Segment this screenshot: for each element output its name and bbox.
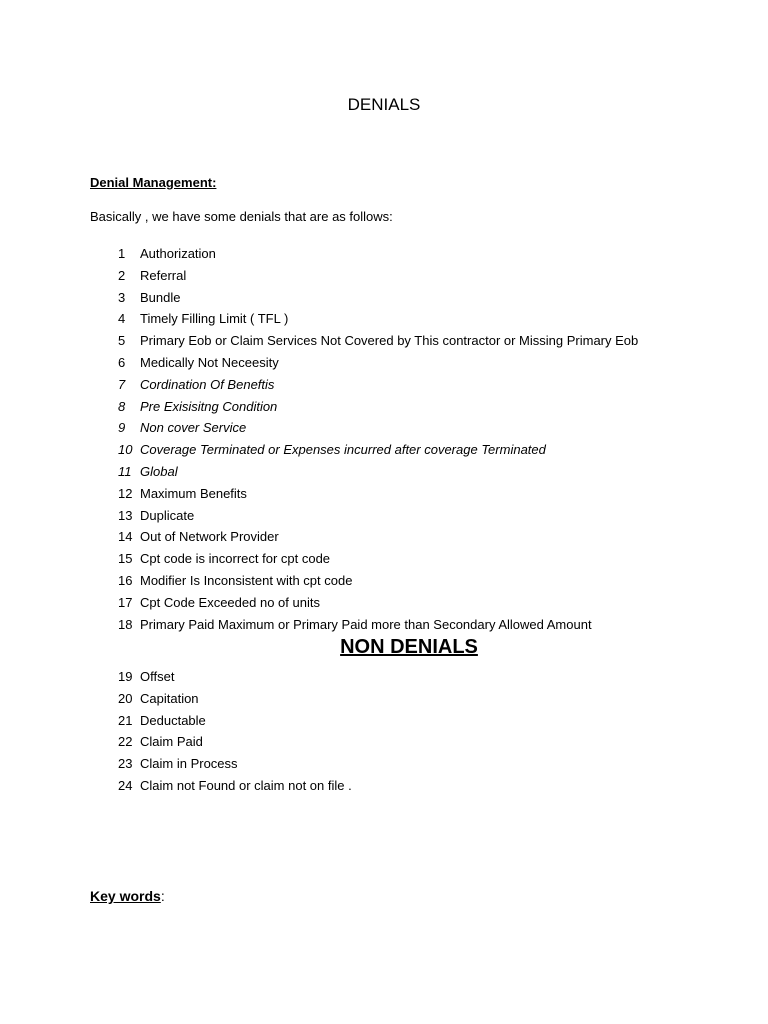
item-number: 11 (118, 463, 132, 479)
item-text: Claim Paid (140, 734, 203, 750)
item-number: 15 (118, 551, 133, 567)
denials-list (0, 243, 768, 635)
intro-text: Basically , we have some denials that are as follows: (90, 209, 393, 224)
list-item (0, 330, 768, 352)
item-number: 6 (118, 354, 126, 370)
keywords-section (90, 888, 165, 904)
item-number: 21 (118, 712, 133, 728)
item-number: 24 (118, 777, 133, 793)
list-item (0, 526, 768, 548)
item-text: Maximum Benefits (140, 485, 247, 501)
item-number: 9 (118, 420, 126, 436)
list-item (0, 731, 768, 753)
list-item (0, 287, 768, 309)
item-text: Duplicate (140, 507, 195, 523)
item-text: Out of Network Provider (140, 529, 279, 545)
item-number: 16 (118, 572, 133, 588)
item-text: Non cover Service (140, 420, 247, 436)
item-number: 22 (118, 734, 133, 750)
list-item (0, 483, 768, 505)
list-item (0, 548, 768, 570)
non-denials-title: NON DENIALS (340, 636, 478, 658)
item-text: Offset (140, 669, 175, 684)
list-item (0, 265, 768, 287)
list-item (0, 753, 768, 775)
item-text: Cpt code is incorrect for cpt code (140, 551, 331, 567)
item-number: 18 (118, 616, 133, 632)
list-item (0, 505, 768, 527)
list-item (0, 570, 768, 592)
item-text: Claim in Process (140, 756, 238, 772)
item-number: 19 (118, 669, 133, 684)
list-item (0, 614, 768, 636)
list-item (0, 688, 768, 710)
list-item (0, 461, 768, 483)
item-number: 17 (118, 594, 133, 610)
item-text: Modifier Is Inconsistent with cpt code (140, 572, 353, 588)
item-number: 10 (118, 442, 133, 458)
keywords-label: Key words (90, 888, 161, 904)
item-text: Authorization (140, 246, 216, 261)
item-number: 4 (118, 311, 126, 327)
item-number: 2 (118, 267, 126, 283)
item-number: 12 (118, 485, 133, 501)
item-text: Medically Not Neceesity (140, 354, 279, 370)
list-item (0, 352, 768, 374)
item-text: Primary Eob or Claim Services Not Covered by This contractor or Missing Primary Eob (140, 333, 639, 349)
item-number: 23 (118, 756, 133, 772)
list-item (0, 243, 768, 265)
list-item (0, 666, 768, 688)
item-number: 3 (118, 289, 126, 305)
item-text: Cpt Code Exceeded no of units (140, 594, 320, 610)
list-item (0, 417, 768, 439)
item-text: Cordination Of Beneftis (140, 376, 275, 392)
list-item (0, 396, 768, 418)
item-text: Capitation (140, 690, 199, 706)
item-number: 7 (118, 376, 126, 392)
item-text: Coverage Terminated or Expenses incurred after coverage Terminated (140, 442, 546, 458)
item-text: Pre Exisisitng Condition (140, 398, 278, 414)
list-item (0, 439, 768, 461)
page-title: DENIALS (347, 95, 421, 114)
keywords-colon: : (160, 888, 165, 904)
list-item (0, 308, 768, 330)
item-text: Timely Filling Limit ( TFL ) (140, 311, 289, 327)
item-text: Bundle (140, 289, 181, 305)
item-text: Referral (140, 267, 187, 283)
item-number: 13 (118, 507, 133, 523)
item-number: 5 (118, 333, 126, 349)
list-item (0, 374, 768, 396)
item-number: 20 (118, 690, 133, 706)
item-number: 1 (118, 246, 126, 261)
item-number: 14 (118, 529, 133, 545)
list-item (0, 710, 768, 732)
list-item (0, 775, 768, 797)
list-item (0, 592, 768, 614)
item-text: Claim not Found or claim not on file . (140, 777, 352, 793)
non-denials-list (0, 666, 768, 797)
item-text: Global (140, 463, 178, 479)
denial-management-heading: Denial Management: (90, 175, 217, 190)
item-number: 8 (118, 398, 126, 414)
item-text: Primary Paid Maximum or Primary Paid more than Secondary Allowed Amount (140, 616, 592, 632)
item-text: Deductable (140, 712, 206, 728)
